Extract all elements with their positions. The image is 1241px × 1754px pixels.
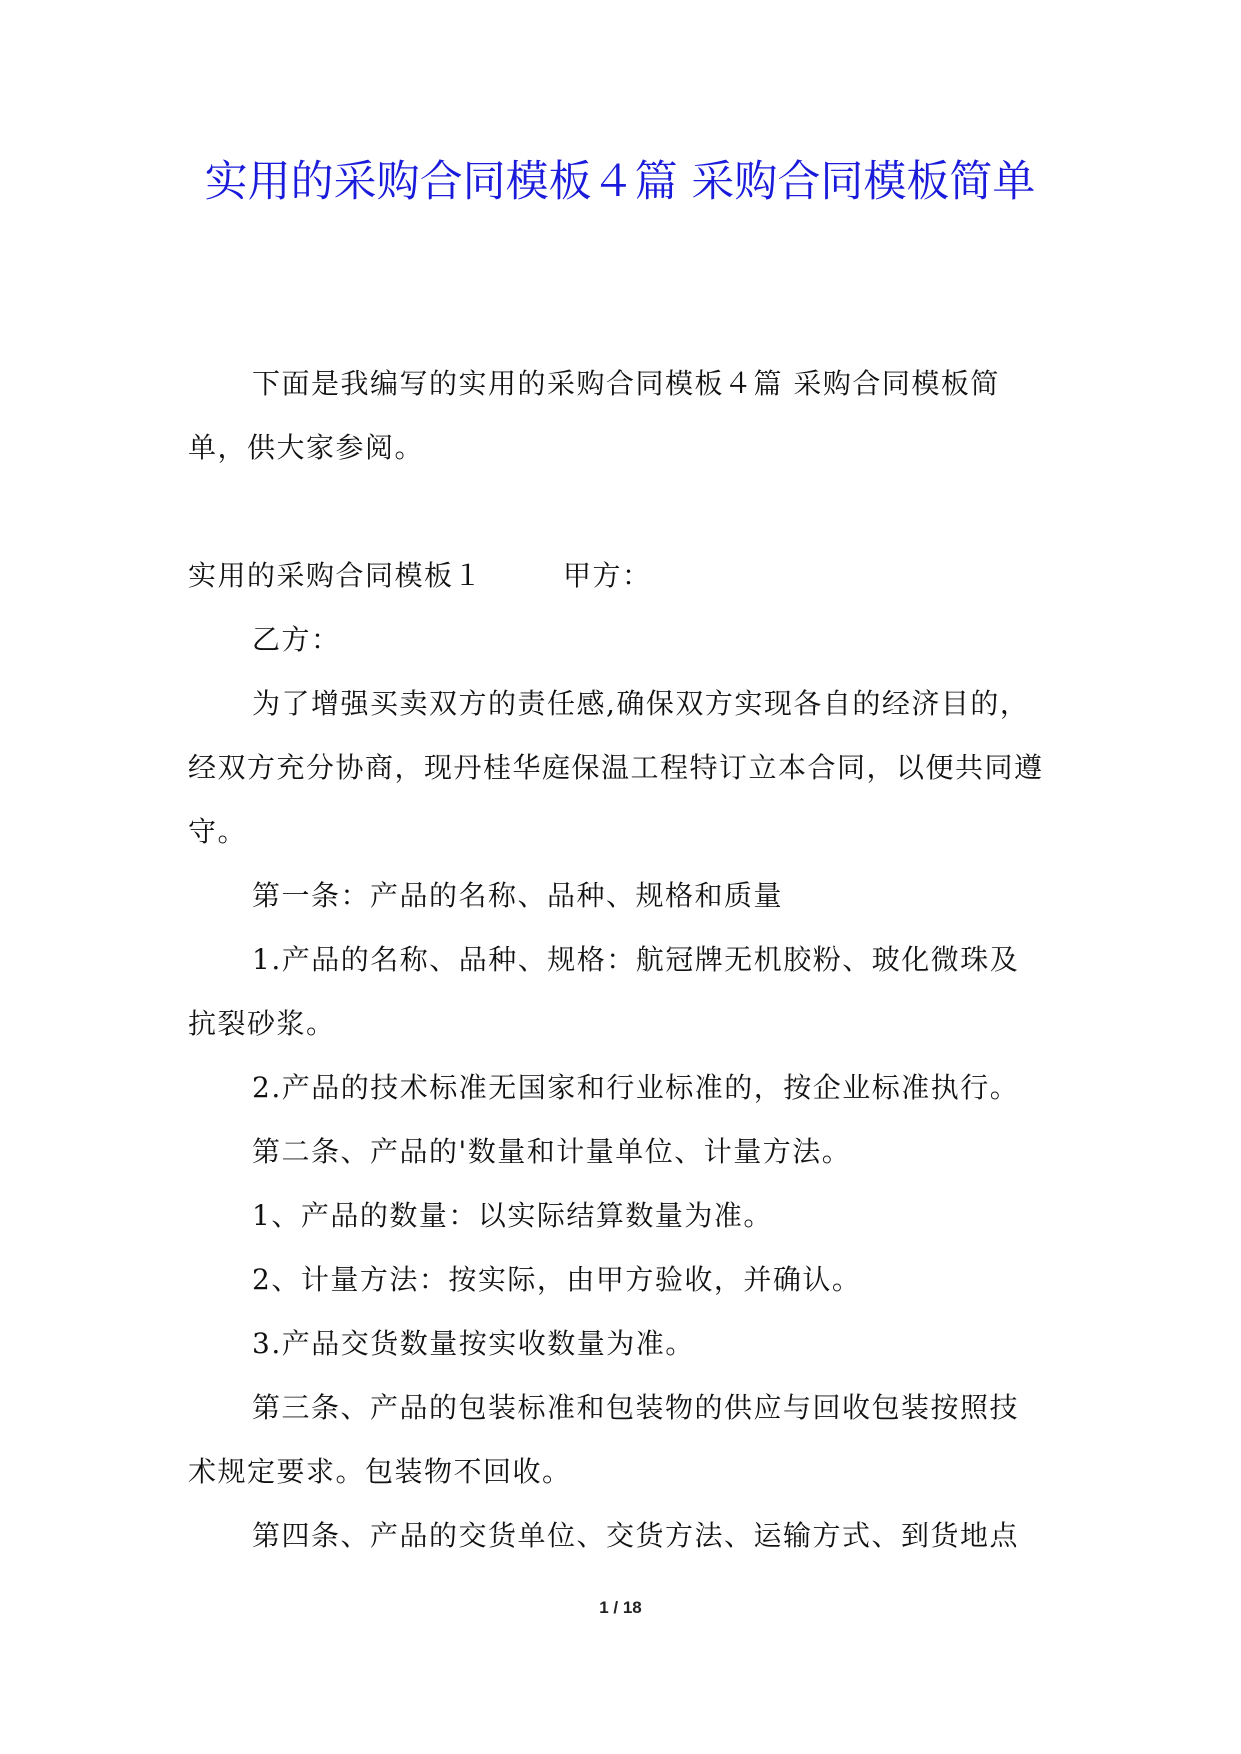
- section-heading-line: [188, 544, 1048, 608]
- page-number: 1 / 18: [599, 1598, 642, 1617]
- article-3-paragraph: 第三条、产品的包装标准和包装物的供应与回收包装按照技术规定要求。包装物不回收。: [188, 1391, 1020, 1488]
- document-title: 实用的采购合同模板４篇 采购合同模板简单: [204, 157, 1036, 207]
- purpose-paragraph: 为了增强买卖双方的责任感,确保双方实现各自的经济目的，经双方充分协商，现丹桂华庭保温工程特订立本合同，以便共同遵守。: [188, 687, 1044, 848]
- article-2-item-3: 3.产品交货数量按实收数量为准。: [252, 1327, 695, 1360]
- spacer: [188, 480, 1048, 544]
- party-a-label: 甲方：: [563, 559, 652, 592]
- document-body: [188, 352, 1048, 1568]
- article-1-item-2: 2.产品的技术标准无国家和行业标准的，按企业标准执行。: [252, 1071, 1020, 1104]
- intro-paragraph: 下面是我编写的实用的采购合同模板４篇 采购合同模板简单，供大家参阅。: [188, 367, 1000, 464]
- section-heading: 实用的采购合同模板１: [188, 559, 484, 592]
- article-2-item-2: 2、计量方法：按实际，由甲方验收，并确认。: [252, 1263, 862, 1296]
- article-1-heading: 第一条：产品的名称、品种、规格和质量: [252, 879, 784, 912]
- article-2-heading: 第二条、产品的'数量和计量单位、计量方法。: [252, 1135, 852, 1168]
- article-2-item-1: 1、产品的数量：以实际结算数量为准。: [252, 1199, 773, 1232]
- party-b-label: 乙方：: [252, 623, 341, 656]
- article-1-item-1: 1.产品的名称、品种、规格：航冠牌无机胶粉、玻化微珠及抗裂砂浆。: [188, 943, 1020, 1040]
- article-4-heading: 第四条、产品的交货单位、交货方法、运输方式、到货地点: [252, 1519, 1020, 1552]
